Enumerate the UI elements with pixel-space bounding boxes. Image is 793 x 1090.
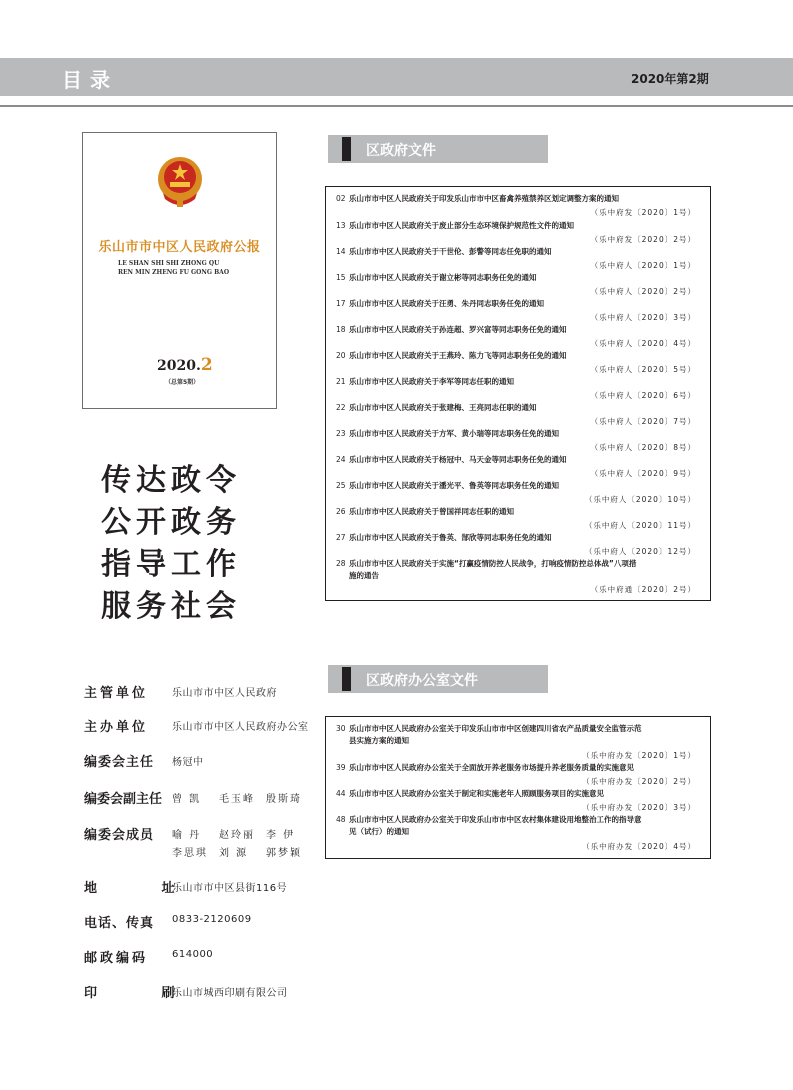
printer-value: 乐山市城西印刷有限公司 bbox=[172, 988, 288, 999]
toc-title-cont: 见（试行）的通知 bbox=[349, 827, 409, 836]
toc-doc-number: （乐中府人〔2020〕9号） bbox=[590, 469, 696, 478]
sponsor-label: 主管单位 bbox=[84, 686, 149, 701]
toc-page: 20 bbox=[336, 351, 346, 360]
cover-year-text: 2020. bbox=[157, 358, 201, 374]
slogan-line: 传达政令 bbox=[101, 463, 241, 498]
toc-title: 乐山市市中区人民政府关于方军、黄小瑞等同志职务任免的通知 bbox=[349, 429, 559, 438]
toc-page: 25 bbox=[336, 481, 346, 490]
slogan-line: 公开政务 bbox=[101, 505, 241, 540]
vice-member: 毛玉峰 bbox=[219, 794, 255, 805]
toc-entry[interactable] bbox=[336, 272, 700, 284]
cover-pinyin-line: REN MIN ZHENG FU GONG BAO bbox=[118, 269, 230, 276]
toc-doc-number: （乐中府人〔2020〕11号） bbox=[584, 521, 696, 530]
toc-entry[interactable] bbox=[336, 814, 700, 838]
toc-page: 13 bbox=[336, 221, 346, 230]
cover-issue bbox=[157, 355, 213, 375]
toc-entry[interactable] bbox=[336, 788, 700, 800]
section-header-government bbox=[328, 135, 548, 163]
toc-doc-number: （乐中府人〔2020〕7号） bbox=[590, 417, 696, 426]
toc-page: 22 bbox=[336, 403, 346, 412]
toc-page: 24 bbox=[336, 455, 346, 464]
slogan-line: 指导工作 bbox=[101, 547, 241, 582]
director-label: 编委会主任 bbox=[84, 755, 155, 770]
toc-doc-number: （乐中府人〔2020〕1号） bbox=[590, 261, 696, 270]
toc-page: 30 bbox=[336, 724, 346, 733]
toc-page: 18 bbox=[336, 325, 346, 334]
toc-entry[interactable] bbox=[336, 532, 700, 544]
toc-doc-number: （乐中府人〔2020〕4号） bbox=[590, 339, 696, 348]
toc-title: 乐山市市中区人民政府关于谢立彬等同志职务任免的通知 bbox=[349, 273, 537, 282]
committee-member: 喻 丹 bbox=[172, 830, 202, 841]
toc-entry[interactable] bbox=[336, 480, 700, 492]
organizer-value: 乐山市市中区人民政府办公室 bbox=[172, 722, 309, 733]
address-value: 乐山市市中区县街116号 bbox=[172, 883, 288, 894]
toc-doc-number: （乐中府办发〔2020〕1号） bbox=[582, 751, 696, 760]
committee-member: 赵玲丽 bbox=[219, 830, 255, 841]
toc-doc-number: （乐中府人〔2020〕6号） bbox=[590, 391, 696, 400]
toc-page: 23 bbox=[336, 429, 346, 438]
toc-page: 17 bbox=[336, 299, 346, 308]
toc-title: 乐山市市中区人民政府关于杨冠中、马天金等同志职务任免的通知 bbox=[349, 455, 567, 464]
toc-title: 乐山市市中区人民政府关于干世伦、彭警等同志任免职的通知 bbox=[349, 247, 552, 256]
toc-doc-number: （乐中府人〔2020〕10号） bbox=[584, 495, 696, 504]
toc-page: 39 bbox=[336, 763, 346, 772]
toc-doc-number: （乐中府办发〔2020〕2号） bbox=[582, 777, 696, 786]
vice-member: 曾 凯 bbox=[172, 794, 202, 805]
page-title: 目录 bbox=[62, 68, 118, 92]
toc-page: 15 bbox=[336, 273, 346, 282]
national-emblem-icon bbox=[155, 155, 205, 209]
toc-page: 28 bbox=[336, 559, 346, 568]
toc-title: 乐山市市中区人民政府关于李军等同志任职的通知 bbox=[349, 377, 514, 386]
toc-page: 27 bbox=[336, 533, 346, 542]
toc-doc-number: （乐中府发〔2020〕1号） bbox=[590, 208, 696, 217]
toc-entry[interactable] bbox=[336, 298, 700, 310]
sponsor-value: 乐山市市中区人民政府 bbox=[172, 688, 277, 699]
address-label: 地 址 bbox=[84, 881, 205, 896]
toc-entry[interactable] bbox=[336, 193, 700, 205]
toc-title: 乐山市市中区人民政府办公室关于印发乐山市市中区农村集体建设用地整治工作的指导意 bbox=[349, 815, 642, 824]
section-title: 区政府办公室文件 bbox=[366, 673, 478, 689]
cover-total-issue: （总第5期） bbox=[165, 379, 200, 386]
committee-member: 李思琪 bbox=[172, 848, 208, 859]
toc-doc-number: （乐中府人〔2020〕12号） bbox=[584, 547, 696, 556]
committee-member: 李 伊 bbox=[266, 830, 296, 841]
issue-label: 2020年第2期 bbox=[631, 72, 709, 86]
toc-title: 乐山市市中区人民政府关于孙连超、罗兴富等同志职务任免的通知 bbox=[349, 325, 567, 334]
toc-entry[interactable] bbox=[336, 376, 700, 388]
toc-page: 02 bbox=[336, 194, 346, 203]
postcode-label: 邮政编码 bbox=[84, 951, 149, 966]
cover-issue-number: 2 bbox=[200, 355, 213, 375]
toc-page: 44 bbox=[336, 789, 346, 798]
toc-doc-number: （乐中府人〔2020〕8号） bbox=[590, 443, 696, 452]
toc-box-government bbox=[325, 186, 711, 601]
printer-label: 印 刷 bbox=[84, 986, 205, 1001]
toc-entry[interactable] bbox=[336, 246, 700, 258]
section-marker bbox=[342, 667, 351, 691]
toc-title: 乐山市市中区人民政府关于王燕玲、陈力飞等同志职务任免的通知 bbox=[349, 351, 567, 360]
toc-entry[interactable] bbox=[336, 350, 700, 362]
director-value: 杨冠中 bbox=[172, 757, 204, 768]
cover-title: 乐山市市中区人民政府公报 bbox=[98, 240, 261, 255]
cover-thumbnail bbox=[82, 132, 277, 409]
toc-doc-number: （乐中府通〔2020〕2号） bbox=[590, 585, 696, 594]
section-header-office bbox=[328, 665, 548, 693]
cover-pinyin-line: LE SHAN SHI SHI ZHONG QU bbox=[118, 260, 220, 267]
toc-title-cont: 县实施方案的通知 bbox=[349, 736, 409, 745]
toc-title: 乐山市市中区人民政府关于潘光平、鲁英等同志职务任免的通知 bbox=[349, 481, 559, 490]
toc-title: 乐山市市中区人民政府关于曾国祥同志任职的通知 bbox=[349, 507, 514, 516]
toc-page: 21 bbox=[336, 377, 346, 386]
toc-box-office bbox=[325, 716, 711, 859]
toc-entry[interactable] bbox=[336, 558, 700, 582]
toc-doc-number: （乐中府发〔2020〕2号） bbox=[590, 235, 696, 244]
toc-title: 乐山市市中区人民政府关于实施“打赢疫情防控人民战争，打响疫情防控总体战”八项措 bbox=[349, 559, 637, 568]
toc-doc-number: （乐中府办发〔2020〕4号） bbox=[582, 842, 696, 851]
vice-director-label: 编委会副主任 bbox=[84, 792, 163, 807]
toc-entry[interactable] bbox=[336, 506, 700, 518]
toc-page: 48 bbox=[336, 815, 346, 824]
slogan-line: 服务社会 bbox=[101, 589, 241, 624]
slogan bbox=[101, 460, 241, 628]
phone-label: 电话、传真 bbox=[84, 916, 155, 931]
toc-doc-number: （乐中府人〔2020〕5号） bbox=[590, 365, 696, 374]
toc-page: 14 bbox=[336, 247, 346, 256]
section-marker bbox=[342, 137, 351, 161]
toc-doc-number: （乐中府人〔2020〕2号） bbox=[590, 287, 696, 296]
postcode-value: 614000 bbox=[172, 949, 214, 960]
toc-title: 乐山市市中区人民政府办公室关于印发乐山市市中区创建四川省农产品质量安全监管示范 bbox=[349, 724, 642, 733]
organizer-label: 主办单位 bbox=[84, 720, 149, 735]
toc-entry[interactable] bbox=[336, 454, 700, 466]
toc-title-cont: 施的通告 bbox=[349, 571, 379, 580]
toc-entry[interactable] bbox=[336, 220, 700, 232]
toc-title: 乐山市市中区人民政府办公室关于全面放开养老服务市场提升养老服务质量的实施意见 bbox=[349, 763, 634, 772]
section-title: 区政府文件 bbox=[366, 143, 436, 159]
toc-entry[interactable] bbox=[336, 723, 700, 747]
toc-page: 26 bbox=[336, 507, 346, 516]
toc-title: 乐山市市中区人民政府关于汪勇、朱丹同志职务任免的通知 bbox=[349, 299, 544, 308]
cover-pinyin bbox=[118, 259, 229, 277]
phone-value: 0833-2120609 bbox=[172, 914, 252, 925]
toc-title: 乐山市市中区人民政府关于张建梅、王亮同志任职的通知 bbox=[349, 403, 537, 412]
toc-title: 乐山市市中区人民政府关于废止部分生态环境保护规范性文件的通知 bbox=[349, 221, 574, 230]
committee-member: 郭梦颖 bbox=[266, 848, 302, 859]
header-divider bbox=[0, 105, 793, 107]
toc-doc-number: （乐中府人〔2020〕3号） bbox=[590, 313, 696, 322]
vice-member: 殷斯琦 bbox=[266, 794, 302, 805]
toc-entry[interactable] bbox=[336, 762, 700, 774]
toc-entry[interactable] bbox=[336, 428, 700, 440]
committee-member: 刘 源 bbox=[219, 848, 249, 859]
toc-title: 乐山市市中区人民政府办公室关于制定和实施老年人照顾服务项目的实施意见 bbox=[349, 789, 604, 798]
members-label: 编委会成员 bbox=[84, 828, 155, 843]
toc-entry[interactable] bbox=[336, 402, 700, 414]
toc-entry[interactable] bbox=[336, 324, 700, 336]
toc-title: 乐山市市中区人民政府关于鲁英、郜欣等同志职务任免的通知 bbox=[349, 533, 552, 542]
toc-doc-number: （乐中府办发〔2020〕3号） bbox=[582, 803, 696, 812]
toc-title: 乐山市市中区人民政府关于印发乐山市市中区畜禽养殖禁养区划定调整方案的通知 bbox=[349, 194, 619, 203]
